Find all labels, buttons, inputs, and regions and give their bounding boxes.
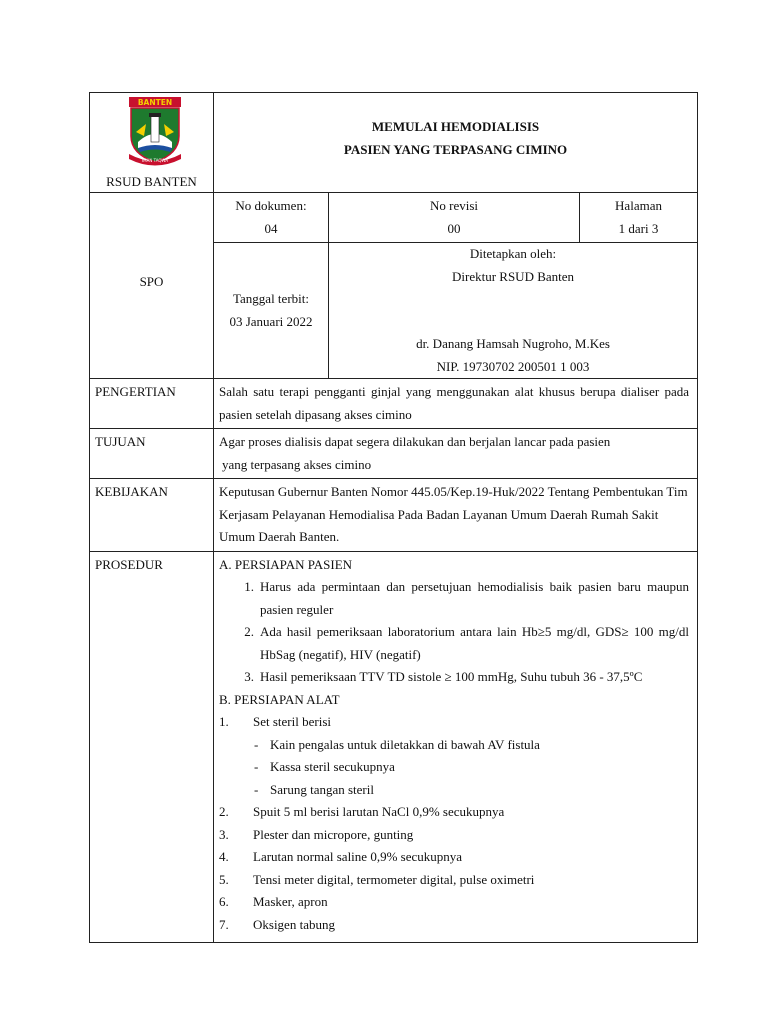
- org-name: RSUD BANTEN: [106, 174, 197, 189]
- page-label: Halaman: [615, 198, 662, 213]
- pengertian-text: Salah satu terapi pengganti ginjal yang menggunakan alat khusus berupa dialiser pada pasien setelah dipasang akses cimino: [214, 379, 698, 429]
- banten-seal-icon: [126, 96, 184, 166]
- doc-number-cell: [214, 193, 329, 243]
- list-item: 3. Plester dan micropore, gunting: [219, 826, 414, 842]
- pengertian-row: [90, 379, 698, 429]
- section-a-title: A. PERSIAPAN PASIEN: [219, 556, 353, 572]
- list-item: 1. Harus ada permintaan dan persetujuan hemodialisis baik pasien baru maupun pasien reguler: [244, 579, 690, 617]
- logo-cell: [90, 93, 214, 193]
- section-b-title: B. PERSIAPAN ALAT: [219, 691, 340, 707]
- list-item: - Sarung tangan steril: [254, 781, 374, 797]
- tujuan-label: TUJUAN: [90, 429, 214, 479]
- list-item: - Kassa steril secukupnya: [254, 759, 395, 774]
- issue-date-label: Tanggal terbit:: [233, 291, 309, 306]
- doc-title-line1: MEMULAI HEMODIALISIS: [371, 119, 540, 134]
- tujuan-cell: [214, 429, 698, 479]
- section-b-list: [219, 711, 689, 734]
- list-item: - Kain pengalas untuk diletakkan di bawah AV fistula: [254, 736, 540, 752]
- section-a-list: [219, 576, 689, 689]
- spo-label: SPO: [90, 193, 214, 379]
- doc-number-label: No dokumen:: [235, 198, 307, 213]
- revision-label: No revisi: [429, 198, 479, 213]
- header-row: [90, 93, 698, 193]
- sop-document: [89, 92, 697, 943]
- sterile-set-sublist: [219, 734, 689, 802]
- kebijakan-label: KEBIJAKAN: [90, 479, 214, 552]
- section-b-list-continued: [219, 801, 689, 936]
- tujuan-row: [90, 429, 698, 479]
- page-value: 1 dari 3: [618, 220, 659, 236]
- prosedur-label: PROSEDUR: [90, 551, 214, 943]
- list-item: 5. Tensi meter digital, termometer digital, pulse oximetri: [219, 871, 535, 887]
- svg-text:BANTEN: BANTEN: [137, 98, 173, 107]
- kebijakan-text: Keputusan Gubernur Banten Nomor 445.05/Kep.19-Huk/2022 Tentang Pembentukan Tim Kerjasam Pelayanan Hemodialisa Pada Badan Layanan Umum Daerah Rumah Sakit Umum Daerah Banten.: [214, 479, 698, 552]
- meta-row: [90, 193, 698, 243]
- list-item: 7. Oksigen tabung: [219, 916, 335, 932]
- pengertian-label: PENGERTIAN: [90, 379, 214, 429]
- doc-number-value: 04: [264, 220, 278, 236]
- issue-date-cell: [214, 243, 329, 379]
- list-item: 6. Masker, apron: [219, 894, 328, 909]
- list-item: 1. Set steril berisi: [219, 714, 331, 729]
- prosedur-cell: [214, 551, 698, 943]
- list-item: 4. Larutan normal saline 0,9% secukupnya: [219, 849, 463, 864]
- kebijakan-row: [90, 479, 698, 552]
- title-cell: [214, 93, 698, 193]
- list-item: 3. Hasil pemeriksaan TTV TD sistole ≥ 100 mmHg, Suhu tubuh 36 - 37,5ºC: [244, 669, 643, 684]
- tujuan-line2: yang terpasang akses cimino: [222, 456, 372, 472]
- prosedur-row: [90, 551, 698, 943]
- list-item: 2. Spuit 5 ml berisi larutan NaCl 0,9% secukupnya: [219, 804, 505, 819]
- doc-title-line2: PASIEN YANG TERPASANG CIMINO: [343, 142, 568, 157]
- director-title: Direktur RSUD Banten: [451, 268, 575, 284]
- sop-table: [89, 92, 698, 943]
- revision-cell: [329, 193, 580, 243]
- issue-date-value: 03 Januari 2022: [229, 313, 313, 329]
- tujuan-line1: Agar proses dialisis dapat segera dilakukan dan berjalan lancar pada pasien: [219, 434, 611, 449]
- signer-nip: NIP. 19730702 200501 1 003: [436, 358, 590, 374]
- list-item: 2. Ada hasil pemeriksaan laboratorium antara lain Hb≥5 mg/dl, GDS≥ 100 mg/dl HbSag (negatif), HIV (negatif): [244, 624, 690, 662]
- signer-name: dr. Danang Hamsah Nugroho, M.Kes: [416, 336, 610, 351]
- page-cell: [580, 193, 698, 243]
- set-by-label: Ditetapkan oleh:: [469, 246, 557, 261]
- svg-text:IMAN TAQWA: IMAN TAQWA: [141, 158, 169, 163]
- revision-value: 00: [447, 220, 461, 236]
- approval-cell: [329, 243, 698, 379]
